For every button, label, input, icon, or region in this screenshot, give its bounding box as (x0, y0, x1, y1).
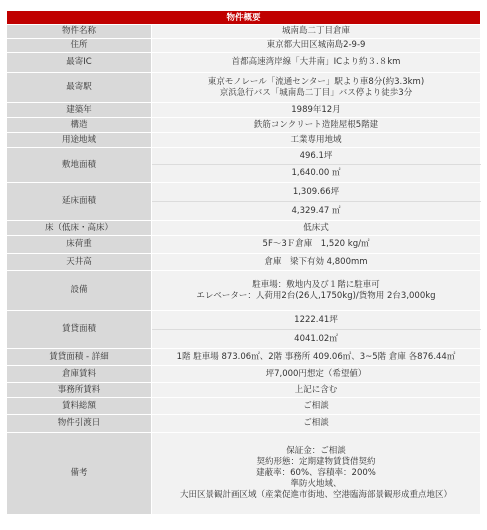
value-remarks (152, 433, 481, 515)
label-facilities: 設備 (7, 271, 152, 311)
value-nearest-ic: 首都高速湾岸線「大井南」ICより約３.８km (152, 53, 481, 73)
row-delivery-date (7, 415, 481, 433)
value-address: 東京都大田区城南島2-9-9 (152, 39, 481, 53)
row-structure (7, 118, 481, 133)
value-rental-area-sqm: 4041.02㎡ (152, 330, 481, 349)
label-delivery-date: 物件引渡日 (7, 415, 152, 433)
row-floor-load (7, 236, 481, 254)
property-overview-table (6, 10, 481, 515)
label-floor-type: 床（低床・高床） (7, 221, 152, 236)
row-nearest-station (7, 73, 481, 103)
value-rental-area-tsubo: 1222.41坪 (152, 311, 481, 330)
facilities-line-1: 駐車場：敷地内及び１階に駐車可 (252, 279, 380, 290)
label-rental-area: 賃貸面積 (7, 311, 152, 349)
label-zoning: 用途地域 (7, 133, 152, 148)
facilities-line-2: エレベーター：人荷用2台(26人,1750kg)/貨物用 2台3,000kg (196, 290, 436, 301)
row-nearest-ic (7, 53, 481, 73)
value-delivery-date: ご相談 (152, 415, 481, 433)
row-warehouse-rent (7, 366, 481, 383)
value-built-year: 1989年12月 (152, 103, 481, 118)
label-total-rent: 賃料総額 (7, 398, 152, 415)
value-total-rent: ご相談 (152, 398, 481, 415)
value-ceiling-height: 倉庫 梁下有効 4,800mm (152, 254, 481, 271)
value-office-rent: 上記に含む (152, 383, 481, 398)
row-ceiling-height (7, 254, 481, 271)
value-floor-area-tsubo: 1,309.66坪 (152, 183, 481, 202)
row-facilities (7, 271, 481, 311)
value-structure: 鉄筋コンクリート造陸屋根5階建 (152, 118, 481, 133)
label-floor-area: 延床面積 (7, 183, 152, 221)
label-ceiling-height: 天井高 (7, 254, 152, 271)
value-site-area-sqm: 1,640.00 ㎡ (152, 165, 481, 183)
label-remarks: 備考 (7, 433, 152, 515)
value-floor-type: 低床式 (152, 221, 481, 236)
label-site-area: 敷地面積 (7, 148, 152, 183)
value-zoning: 工業専用地域 (152, 133, 481, 148)
row-built-year (7, 103, 481, 118)
label-nearest-station: 最寄駅 (7, 73, 152, 103)
label-built-year: 建築年 (7, 103, 152, 118)
row-address (7, 39, 481, 53)
row-property-name (7, 25, 481, 39)
value-property-name: 城南島二丁目倉庫 (152, 25, 481, 39)
row-rental-area-tsubo (7, 311, 481, 330)
remarks-line-4: 準防火地域、 (290, 479, 342, 489)
label-address: 住所 (7, 39, 152, 53)
station-line-2: 京浜急行バス「城南島二丁目」バス停より徒歩3分 (219, 87, 413, 98)
row-floor-area-tsubo (7, 183, 481, 202)
value-facilities (152, 271, 481, 311)
table-title: 物件概要 (7, 11, 481, 25)
value-warehouse-rent: 坪7,000円想定（希望値） (152, 366, 481, 383)
label-property-name: 物件名称 (7, 25, 152, 39)
remarks-line-2: 契約形態：定期建物賃貸借契約 (256, 457, 376, 467)
row-office-rent (7, 383, 481, 398)
row-zoning (7, 133, 481, 148)
row-site-area-tsubo (7, 148, 481, 165)
value-site-area-tsubo: 496.1坪 (152, 148, 481, 165)
label-nearest-ic: 最寄IC (7, 53, 152, 73)
label-structure: 構造 (7, 118, 152, 133)
row-total-rent (7, 398, 481, 415)
label-rental-area-detail: 賃貸面積 - 詳細 (7, 349, 152, 366)
value-floor-area-sqm: 4,329.47 ㎡ (152, 202, 481, 221)
station-line-1: 東京モノレール「流通センター」駅より車8分(約3.3km) (207, 76, 425, 87)
remarks-line-3: 建蔽率：60%、容積率：200% (256, 468, 376, 478)
value-nearest-station (152, 73, 481, 103)
row-remarks (7, 433, 481, 515)
remarks-line-1: 保証金：ご相談 (286, 446, 346, 456)
label-office-rent: 事務所賃料 (7, 383, 152, 398)
title-row (7, 11, 481, 25)
label-floor-load: 床荷重 (7, 236, 152, 254)
remarks-line-5: 大田区景観計画区域（産業促進市街地、空港臨海部景観形成重点地区） (179, 490, 452, 500)
row-floor-type (7, 221, 481, 236)
row-rental-area-detail (7, 349, 481, 366)
label-warehouse-rent: 倉庫賃料 (7, 366, 152, 383)
value-floor-load: 5F～3Ｆ倉庫 1,520 kg/㎡ (152, 236, 481, 254)
value-rental-area-detail: 1階 駐車場 873.06㎡、2階 事務所 409.06㎡、3~5階 倉庫 各876.44㎡ (152, 349, 481, 366)
